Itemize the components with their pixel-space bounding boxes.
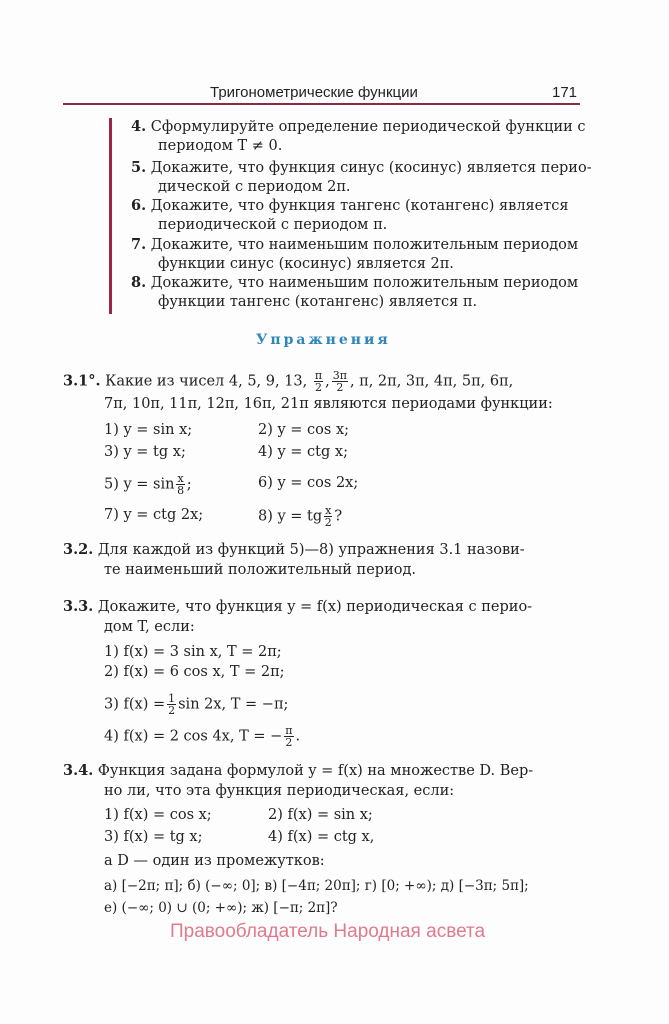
question-continuation: функции тангенс (котангенс) является π.	[158, 294, 478, 310]
item: 2) f(x) = 6 cos x, T = 2π;	[104, 664, 285, 680]
item: 5) y = sin $\frac{x}{8}$ ;	[104, 472, 192, 497]
question-number: 5.	[131, 159, 147, 176]
text: дом T, если:	[104, 619, 195, 635]
text: а) [−2π; π]; б) (−∞; 0]; в) [−4π; 20π]; г) [0; +∞); д) [−3π; 5π];	[104, 878, 529, 894]
question-item	[131, 196, 569, 216]
text: Сформулируйте определение периодической функции с	[150, 119, 586, 135]
question-continuation: дической с периодом 2π.	[158, 179, 351, 195]
item: 2) y = cos x;	[258, 422, 350, 438]
exercise-number: 3.2.	[63, 541, 94, 558]
item: 7) y = ctg 2x;	[104, 507, 204, 523]
running-header: Тригонометрические функции	[210, 84, 418, 101]
text: но ли, что эта функция периодическая, если:	[104, 783, 455, 799]
page-number: 171	[552, 84, 578, 101]
text: Функция задана формулой y = f(x) на множестве D. Вер-	[97, 763, 534, 779]
text: Докажите, что функция y = f(x) периодическая с перио-	[97, 599, 533, 615]
question-item	[131, 273, 578, 293]
item: 3) f(x) = tg x;	[104, 829, 203, 845]
item: 3) y = tg x;	[104, 444, 186, 460]
question-number: 4.	[131, 118, 147, 135]
item: 1) f(x) = 3 sin x, T = 2π;	[104, 644, 282, 660]
question-number: 6.	[131, 197, 147, 214]
fraction: $\frac{\pi}{2}$	[314, 369, 323, 394]
header-rule	[63, 103, 580, 105]
text: те наименьший положительный период.	[104, 562, 417, 578]
text: Для каждой из функций 5)—8) упражнения 3.1 назови-	[97, 542, 525, 558]
questions-side-bar	[109, 118, 112, 314]
item: 2) f(x) = sin x;	[268, 807, 373, 823]
text: Докажите, что наименьшим положительным периодом	[150, 275, 579, 291]
question-item	[131, 158, 592, 178]
item: 8) y = tg $\frac{x}{2}$ ?	[258, 504, 343, 529]
text: 7π, 10π, 11π, 12π, 16π, 21π являются периодами функции:	[104, 396, 553, 412]
item: 4) f(x) = ctg x,	[268, 829, 375, 845]
item: 3) f(x) = $\frac{1}{2}$ sin 2x, T = −π;	[104, 692, 289, 717]
question-item	[131, 235, 578, 255]
question-number: 7.	[131, 236, 147, 253]
question-number: 8.	[131, 274, 147, 291]
question-item	[131, 117, 586, 137]
fraction: $\frac{3\pi}{2}$	[332, 369, 347, 394]
text: а D — один из промежутков:	[104, 853, 325, 869]
text: Докажите, что функция тангенс (котангенс) является	[150, 198, 569, 214]
text: , π, 2π, 3π, 4π, 5π, 6π,	[349, 373, 514, 390]
item: 1) f(x) = cos x;	[104, 807, 212, 823]
question-continuation: функции синус (косинус) является 2π.	[158, 256, 454, 272]
section-title: Упражнения	[256, 332, 391, 348]
copyright-footer: Правообладатель Народная асвета	[170, 921, 486, 942]
item: 6) y = cos 2x;	[258, 475, 359, 491]
text: Докажите, что функция синус (косинус) является перио-	[150, 160, 592, 176]
question-continuation: периодической с периодом π.	[158, 217, 388, 233]
question-continuation: периодом T ≠ 0.	[158, 138, 283, 154]
item: 4) f(x) = 2 cos 4x, T = − $\frac{\pi}{2}$ .	[104, 724, 301, 749]
item: 4) y = ctg x;	[258, 444, 348, 460]
textbook-page: Тригонометрические функции 171 4. Сформулируйте определение периодической функции с периодом T ≠ 0. 5. Докажите, что функция синус (косинус) является перио- дической с периодом 2π. 6. Докажите, что функция тангенс (котангенс) является периодической с периодом π. 7. Докажите, что наименьшим положительным периодом функции синус (косинус) является 2π. 8. Докажите, что наименьшим положительным периодом функции тангенс (котангенс) является π. Упражнения 3.1°. Какие из чисел 4, 5, 9, 13, $\frac{\pi}{2}$ , $\frac{3\pi}{2}$ , π, 2π, 3π, 4π, 5π, 6π, 7π, 10π, 11π, 12π, 16π, 21π являются периодами функции: 1) y = sin x; 2) y = cos x; 3) y = tg x; 4) y = ctg x; 5) y = sin $\frac{x}{8}$ ; 6) y = cos 2x; 7) y = ctg 2x; 8) y = tg $\frac{x}{2}$ ? 3.2. Для каждой из функций 5)—8) упражнения 3.1 назови- те наименьший положительный период. 3.3. Докажите, что функция y = f(x) периодическая с перио- дом T, если: 1) f(x) = 3 sin x, T = 2π; 2) f(x) = 6 cos x, T = 2π; 3) f(x) = $\frac{1}{2}$ sin 2x, T = −π; 4) f(x) = 2 cos 4x, T = − $\frac{\pi}{2}$ . 3.4. Функция задана формулой y = f(x) на множестве D. Вер- но ли, что эта функция периодическая, если: 1) f(x) = cos x; 2) f(x) = sin x; 3) f(x) = tg x; 4) f(x) = ctg x, а D — один из промежутков: а) [−2π; π]; б) (−∞; 0]; в) [−4π; 20π]; г) [0; +∞); д) [−3π; 5π]; е) (−∞; 0) ∪ (0; +∞); ж) [−π; 2π]? Правообладатель Народная асвета	[0, 0, 669, 1024]
text: Докажите, что наименьшим положительным периодом	[150, 237, 579, 253]
text: е) (−∞; 0) ∪ (0; +∞); ж) [−π; 2π]?	[104, 900, 338, 916]
exercise-number: 3.4.	[63, 762, 94, 779]
item: 1) y = sin x;	[104, 422, 193, 438]
exercise-number: 3.3.	[63, 598, 94, 615]
text: Какие из чисел 4, 5, 9, 13,	[105, 373, 308, 390]
exercise-number: 3.1°.	[63, 372, 101, 390]
